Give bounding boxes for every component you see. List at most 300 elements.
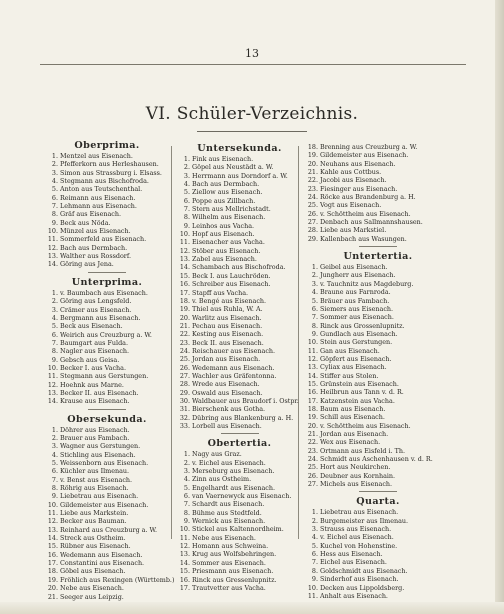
student-name: Mentzel aus Eisenach. bbox=[60, 152, 133, 160]
student-entry bbox=[304, 176, 452, 184]
student-name: Röhrig aus Eisenach. bbox=[60, 484, 129, 493]
student-number: 21. bbox=[307, 168, 318, 177]
student-entry bbox=[44, 492, 170, 500]
student-number: 25. bbox=[179, 355, 190, 364]
student-name: Wagner aus Gerstungen. bbox=[60, 442, 141, 451]
student-number: 24. bbox=[307, 455, 318, 464]
student-entry bbox=[304, 201, 452, 209]
student-name: Baum aus Eisenach. bbox=[320, 404, 386, 413]
student-name: Beck II. aus Eisenach. bbox=[192, 338, 264, 347]
student-name: Krause aus Eisenach. bbox=[60, 397, 130, 406]
student-number: 12. bbox=[179, 246, 190, 255]
student-entry bbox=[176, 517, 303, 525]
student-entry bbox=[44, 252, 170, 260]
student-name: Reischauer aus Eisenach. bbox=[192, 346, 276, 355]
student-number: 5. bbox=[183, 188, 190, 197]
student-entry bbox=[44, 297, 170, 305]
student-entry bbox=[176, 230, 303, 238]
student-name: Jordan aus Eisenach. bbox=[320, 430, 389, 438]
student-name: Heilbrun aus Tann v. d. R. bbox=[320, 388, 404, 397]
student-number: 3. bbox=[51, 442, 58, 451]
student-name: Pfefferkorn aus Herleshausen. bbox=[60, 160, 159, 169]
student-name: Herrmann aus Dorndorf a. W. bbox=[192, 171, 288, 180]
student-name: Jacobi aus Eisenach. bbox=[320, 176, 387, 185]
student-number: 3. bbox=[51, 305, 58, 314]
student-name: Becker I. aus Vacha. bbox=[60, 363, 126, 372]
student-number: 7. bbox=[51, 338, 58, 347]
student-name: Liebetrau aus Eisenach. bbox=[320, 508, 399, 517]
student-entry bbox=[304, 143, 452, 151]
student-entry bbox=[44, 509, 170, 517]
student-entry bbox=[44, 534, 170, 542]
student-entry bbox=[304, 438, 452, 446]
student-entry bbox=[176, 339, 303, 347]
student-entry bbox=[304, 550, 452, 558]
page-bottom-edge bbox=[0, 602, 504, 614]
student-entry bbox=[44, 567, 170, 575]
student-entry bbox=[304, 413, 452, 421]
student-name: Schill aus Eisenach. bbox=[320, 413, 385, 422]
student-name: Röcke aus Brandenburg a. H. bbox=[320, 193, 416, 202]
student-number: 9. bbox=[51, 492, 58, 501]
student-entry bbox=[44, 339, 170, 347]
student-number: 13. bbox=[307, 363, 318, 372]
class-heading: Quarta. bbox=[356, 496, 400, 508]
student-entry bbox=[176, 188, 303, 196]
student-entry bbox=[176, 567, 303, 575]
student-name: Anhalt aus Eisenach. bbox=[320, 591, 388, 600]
student-name: Sommerfeld aus Eisenach. bbox=[60, 235, 147, 244]
student-number: 8. bbox=[311, 566, 318, 575]
student-number: 3. bbox=[51, 168, 58, 177]
student-entry bbox=[44, 372, 170, 380]
student-number: 23. bbox=[307, 184, 318, 193]
student-number: 6. bbox=[183, 492, 190, 501]
student-name: Nebe aus Eisenach. bbox=[60, 584, 124, 593]
student-number: 11. bbox=[47, 372, 58, 381]
section-rule bbox=[88, 272, 126, 273]
student-entry bbox=[304, 517, 452, 525]
student-number: 2. bbox=[51, 433, 58, 442]
student-number: 19. bbox=[47, 575, 58, 584]
student-entry bbox=[304, 322, 452, 330]
student-name: Wex aus Eisenach. bbox=[320, 438, 381, 447]
student-name: Priesmann aus Eisenach. bbox=[192, 567, 274, 576]
student-entry bbox=[44, 331, 170, 339]
student-entry bbox=[176, 255, 303, 263]
student-entry bbox=[304, 151, 452, 159]
student-entry bbox=[304, 363, 452, 371]
student-entry bbox=[304, 168, 452, 176]
student-entry bbox=[304, 235, 452, 243]
student-number: 9. bbox=[183, 517, 190, 526]
student-number: 13. bbox=[179, 550, 190, 559]
student-number: 1. bbox=[311, 508, 318, 517]
student-entry bbox=[304, 372, 452, 380]
student-number: 2. bbox=[51, 297, 58, 306]
student-entry bbox=[44, 467, 170, 475]
student-name: Weissenborn aus Eisenach. bbox=[60, 459, 149, 467]
student-name: Küchler aus Ilmenau. bbox=[60, 467, 130, 476]
student-number: 17. bbox=[179, 583, 190, 592]
student-list bbox=[44, 425, 175, 601]
student-name: v. Bengé aus Eisenach. bbox=[192, 296, 267, 305]
student-number: 19. bbox=[307, 151, 318, 160]
student-name: Braune aus Farnroda. bbox=[320, 288, 391, 297]
student-number: 12. bbox=[47, 380, 58, 389]
student-entry bbox=[176, 205, 303, 213]
student-name: Beck I. aus Lauchröden. bbox=[192, 271, 271, 280]
student-list bbox=[176, 450, 303, 592]
student-name: Constantini aus Eisenach. bbox=[60, 559, 145, 568]
student-name: Stein aus Gerstungen. bbox=[320, 338, 393, 347]
student-number: 8. bbox=[51, 347, 58, 356]
class-heading: Unterprima. bbox=[71, 276, 143, 288]
student-entry bbox=[176, 305, 303, 313]
student-entry bbox=[176, 584, 303, 592]
student-number: 22. bbox=[179, 330, 190, 339]
student-entry bbox=[44, 219, 170, 227]
student-name: Bierschenk aus Gotha. bbox=[192, 405, 266, 414]
student-number: 8. bbox=[51, 210, 58, 219]
student-list bbox=[304, 508, 452, 600]
student-entry bbox=[304, 525, 452, 533]
class-heading: Obersekunda. bbox=[67, 413, 147, 425]
student-number: 3. bbox=[183, 467, 190, 476]
student-name: Hort aus Neukirchen. bbox=[320, 463, 391, 472]
student-name: Hoehnk aus Marne. bbox=[60, 380, 124, 389]
student-entry bbox=[44, 484, 170, 492]
student-entry bbox=[176, 355, 303, 363]
student-list bbox=[304, 143, 452, 243]
student-entry bbox=[304, 480, 452, 488]
student-entry bbox=[176, 197, 303, 205]
student-number: 25. bbox=[307, 201, 318, 210]
student-name: Poppe aus Zillbach. bbox=[192, 196, 256, 205]
student-number: 4. bbox=[51, 450, 58, 459]
student-number: 20. bbox=[307, 159, 318, 168]
student-entry bbox=[304, 330, 452, 338]
student-entry bbox=[176, 422, 303, 430]
student-name: v. Tauchnitz aus Magdeburg. bbox=[320, 279, 414, 288]
student-number: 30. bbox=[179, 396, 190, 405]
student-number: 5. bbox=[311, 296, 318, 305]
student-entry bbox=[44, 451, 170, 459]
student-number: 1. bbox=[311, 263, 318, 272]
student-entry bbox=[44, 235, 170, 243]
student-name: Göpfert aus Eisenach. bbox=[320, 354, 392, 363]
student-entry bbox=[44, 260, 170, 268]
student-number: 2. bbox=[311, 271, 318, 280]
student-number: 2. bbox=[183, 458, 190, 467]
student-number: 28. bbox=[307, 226, 318, 235]
student-name: Gräf aus Eisenach. bbox=[60, 210, 122, 219]
student-entry bbox=[304, 455, 452, 463]
student-number: 20. bbox=[47, 584, 58, 593]
student-entry bbox=[304, 388, 452, 396]
student-entry bbox=[304, 210, 452, 218]
student-number: 4. bbox=[51, 177, 58, 186]
student-number: 16. bbox=[179, 280, 190, 289]
student-name: Baumgart aus Fulda. bbox=[60, 338, 129, 347]
student-entry bbox=[44, 194, 170, 202]
student-number: 14. bbox=[179, 558, 190, 567]
student-number: 6. bbox=[311, 550, 318, 559]
student-number: 10. bbox=[179, 230, 190, 239]
student-name: Fröhlich aus Rexingen (Württemb.) bbox=[60, 575, 175, 584]
class-section bbox=[304, 246, 452, 488]
student-entry bbox=[176, 380, 303, 388]
student-number: 7. bbox=[311, 558, 318, 567]
student-name: Goldschmidt aus Eisenach. bbox=[320, 566, 408, 575]
student-entry bbox=[44, 584, 170, 592]
class-section bbox=[304, 491, 452, 600]
section-rule bbox=[88, 409, 126, 410]
column-divider bbox=[171, 146, 172, 539]
student-number: 15. bbox=[179, 271, 190, 280]
student-name: Sommer aus Eisenach. bbox=[192, 558, 266, 567]
student-number: 7. bbox=[183, 500, 190, 509]
student-name: Stegmann aus Gerstungen. bbox=[60, 372, 149, 381]
student-number: 7. bbox=[183, 205, 190, 214]
student-name: Siemers aus Eisenach. bbox=[320, 304, 394, 313]
student-number: 1. bbox=[51, 425, 58, 434]
student-name: Grünstein aus Eisenach. bbox=[320, 379, 399, 388]
section-rule bbox=[359, 246, 397, 247]
student-entry bbox=[304, 542, 452, 550]
student-name: Kahle aus Cottbus. bbox=[320, 168, 382, 177]
student-name: v. Schöttheim aus Eisenach. bbox=[320, 209, 411, 218]
student-entry bbox=[304, 508, 452, 516]
student-number: 12. bbox=[47, 243, 58, 252]
student-name: Kuchel von Hohenstine. bbox=[320, 541, 398, 550]
student-name: Ortmann aus Eisfeld i. Th. bbox=[320, 446, 406, 455]
student-name: Streck aus Ostheim. bbox=[60, 534, 126, 543]
student-name: Göring aus Jena. bbox=[60, 260, 114, 269]
student-name: Simon aus Strassburg i. Elsass. bbox=[60, 168, 162, 177]
student-number: 18. bbox=[307, 143, 318, 151]
student-entry bbox=[44, 526, 170, 534]
student-name: Neuhans aus Eisenach. bbox=[320, 159, 396, 168]
student-name: Hopf aus Eisenach. bbox=[192, 230, 255, 239]
student-name: Wilhelm aus Eisenach. bbox=[192, 213, 266, 222]
student-name: Schreiber aus Eisenach. bbox=[192, 280, 271, 289]
student-number: 24. bbox=[179, 346, 190, 355]
student-name: Lehmann aus Eisenach. bbox=[60, 202, 137, 211]
student-name: Deubner aus Kornhain. bbox=[320, 471, 396, 480]
column-2 bbox=[176, 143, 303, 594]
student-number: 11. bbox=[47, 235, 58, 244]
student-entry bbox=[176, 576, 303, 584]
student-name: Fiesinger aus Eisenach. bbox=[320, 184, 398, 193]
student-number: 27. bbox=[179, 371, 190, 380]
class-section bbox=[176, 433, 303, 592]
student-number: 5. bbox=[51, 459, 58, 467]
student-entry bbox=[176, 459, 303, 467]
student-number: 25. bbox=[307, 463, 318, 472]
student-number: 19. bbox=[179, 305, 190, 314]
student-number: 6. bbox=[51, 193, 58, 202]
student-entry bbox=[176, 500, 303, 508]
student-name: Fink aus Eisenach. bbox=[192, 155, 254, 163]
section-rule bbox=[221, 433, 259, 434]
student-entry bbox=[304, 313, 452, 321]
student-name: Engelhardt aus Eisenach. bbox=[192, 483, 276, 492]
student-number: 14. bbox=[47, 397, 58, 406]
student-number: 6. bbox=[183, 196, 190, 205]
student-entry bbox=[44, 152, 170, 160]
student-entry bbox=[44, 476, 170, 484]
student-name: v. Eichel aus Eisenach. bbox=[192, 458, 266, 467]
student-number: 32. bbox=[179, 413, 190, 422]
student-entry bbox=[44, 244, 170, 252]
student-number: 13. bbox=[179, 255, 190, 264]
student-number: 7. bbox=[51, 202, 58, 211]
student-number: 5. bbox=[51, 185, 58, 194]
student-entry bbox=[304, 558, 452, 566]
student-number: 21. bbox=[47, 592, 58, 601]
student-entry bbox=[44, 381, 170, 389]
student-entry bbox=[176, 272, 303, 280]
student-entry bbox=[304, 280, 452, 288]
student-number: 9. bbox=[51, 218, 58, 227]
student-entry bbox=[176, 347, 303, 355]
student-name: Liebe aus Markstiel. bbox=[320, 226, 387, 235]
student-number: 22. bbox=[307, 438, 318, 447]
student-number: 2. bbox=[183, 163, 190, 172]
student-entry bbox=[44, 442, 170, 450]
student-name: Zabel aus Eisenach. bbox=[192, 255, 257, 264]
student-name: Bräuer aus Fambach. bbox=[320, 296, 390, 305]
student-name: Becker II. aus Eisenach. bbox=[60, 388, 139, 397]
student-name: Anton aus Teutschenthal. bbox=[60, 185, 143, 194]
student-name: v. Benst aus Eisenach. bbox=[60, 475, 133, 484]
student-number: 1. bbox=[51, 288, 58, 297]
student-name: Beck aus Nöda. bbox=[60, 218, 111, 227]
student-entry bbox=[44, 322, 170, 330]
student-list bbox=[304, 263, 452, 488]
student-entry bbox=[176, 172, 303, 180]
student-entry bbox=[176, 297, 303, 305]
student-number: 13. bbox=[47, 252, 58, 261]
student-name: Michels aus Eisenach. bbox=[320, 480, 393, 489]
student-number: 4. bbox=[311, 533, 318, 542]
student-entry bbox=[304, 447, 452, 455]
student-name: Rübner aus Eisenach. bbox=[60, 542, 131, 551]
student-name: Seeger aus Leipzig. bbox=[60, 592, 124, 601]
student-number: 6. bbox=[311, 304, 318, 313]
student-entry bbox=[304, 592, 452, 600]
student-entry bbox=[44, 389, 170, 397]
student-number: 14. bbox=[47, 534, 58, 543]
student-number: 11. bbox=[179, 238, 190, 247]
class-section bbox=[44, 140, 170, 269]
class-heading: Untertertia. bbox=[343, 251, 413, 263]
student-entry bbox=[44, 559, 170, 567]
student-name: Jordan aus Eisenach. bbox=[192, 355, 261, 364]
student-entry bbox=[304, 193, 452, 201]
student-number: 11. bbox=[179, 533, 190, 542]
student-number: 4. bbox=[311, 288, 318, 297]
student-name: Reinhard aus Creuzburg a. W. bbox=[60, 525, 158, 534]
student-number: 17. bbox=[179, 288, 190, 297]
student-name: Thiel aus Ruhla, W. A. bbox=[192, 305, 263, 314]
student-number: 16. bbox=[47, 550, 58, 559]
student-name: Stegmann aus Bischofroda. bbox=[60, 177, 149, 186]
student-number: 6. bbox=[51, 330, 58, 339]
student-number: 31. bbox=[179, 405, 190, 414]
student-name: Crämer aus Eisenach. bbox=[60, 305, 132, 314]
student-name: Oswald aus Eisenach. bbox=[192, 388, 263, 397]
student-name: Schardt aus Eisenach. bbox=[192, 500, 265, 509]
student-number: 9. bbox=[311, 329, 318, 338]
student-number: 1. bbox=[51, 152, 58, 160]
student-name: Eichel aus Eisenach. bbox=[320, 558, 387, 567]
student-entry bbox=[44, 542, 170, 550]
student-name: Cyliax aus Eisenach. bbox=[320, 363, 387, 372]
student-entry bbox=[44, 160, 170, 168]
class-section bbox=[304, 143, 452, 243]
student-number: 7. bbox=[51, 475, 58, 484]
student-entry bbox=[304, 533, 452, 541]
student-entry bbox=[176, 322, 303, 330]
student-entry bbox=[176, 280, 303, 288]
student-number: 10. bbox=[307, 583, 318, 592]
student-number: 29. bbox=[307, 234, 318, 243]
student-number: 21. bbox=[307, 430, 318, 438]
student-name: Wachler aus Gräfentonna. bbox=[192, 371, 277, 380]
student-entry bbox=[44, 364, 170, 372]
student-entry bbox=[304, 218, 452, 226]
student-entry bbox=[176, 389, 303, 397]
student-entry bbox=[304, 422, 452, 430]
student-name: Katzenstein aus Vacha. bbox=[320, 396, 395, 405]
student-name: Bach aus Dermbach. bbox=[60, 243, 128, 252]
page-title: VI. Schüler-Verzeichnis. bbox=[145, 104, 359, 124]
student-entry bbox=[44, 426, 170, 434]
student-name: v. Eichel aus Eisenach. bbox=[320, 533, 394, 542]
student-entry bbox=[176, 397, 303, 405]
student-name: Burgemeister aus Ilmenau. bbox=[320, 516, 409, 525]
student-entry bbox=[176, 405, 303, 413]
student-name: Wernick aus Eisenach. bbox=[192, 517, 266, 526]
student-number: 10. bbox=[47, 363, 58, 372]
student-number: 27. bbox=[307, 218, 318, 227]
student-name: Bach aus Dermbach. bbox=[192, 180, 260, 189]
student-number: 5. bbox=[51, 322, 58, 331]
student-entry bbox=[176, 247, 303, 255]
student-number: 5. bbox=[183, 483, 190, 492]
student-name: Leinhos aus Vacha. bbox=[192, 221, 255, 230]
student-name: Strauss aus Eisenach. bbox=[320, 525, 392, 534]
student-number: 4. bbox=[51, 313, 58, 322]
student-list bbox=[44, 289, 170, 406]
student-number: 12. bbox=[307, 354, 318, 363]
student-number: 7. bbox=[311, 313, 318, 322]
student-name: Homann aus Schweina. bbox=[192, 542, 269, 551]
student-name: Sommer aus Eisenach. bbox=[320, 313, 394, 322]
student-name: Becker aus Bauman. bbox=[60, 517, 127, 526]
student-entry bbox=[304, 263, 452, 271]
student-number: 2. bbox=[51, 160, 58, 169]
student-number: 13. bbox=[47, 525, 58, 534]
student-name: Wrede aus Eisenach. bbox=[192, 380, 260, 389]
student-name: Liebetrau aus Eisenach. bbox=[60, 492, 139, 501]
student-name: Zinn aus Ostheim. bbox=[192, 475, 252, 484]
student-name: Lorbell aus Eisenach. bbox=[192, 422, 262, 430]
student-number: 22. bbox=[307, 176, 318, 185]
student-entry bbox=[176, 414, 303, 422]
